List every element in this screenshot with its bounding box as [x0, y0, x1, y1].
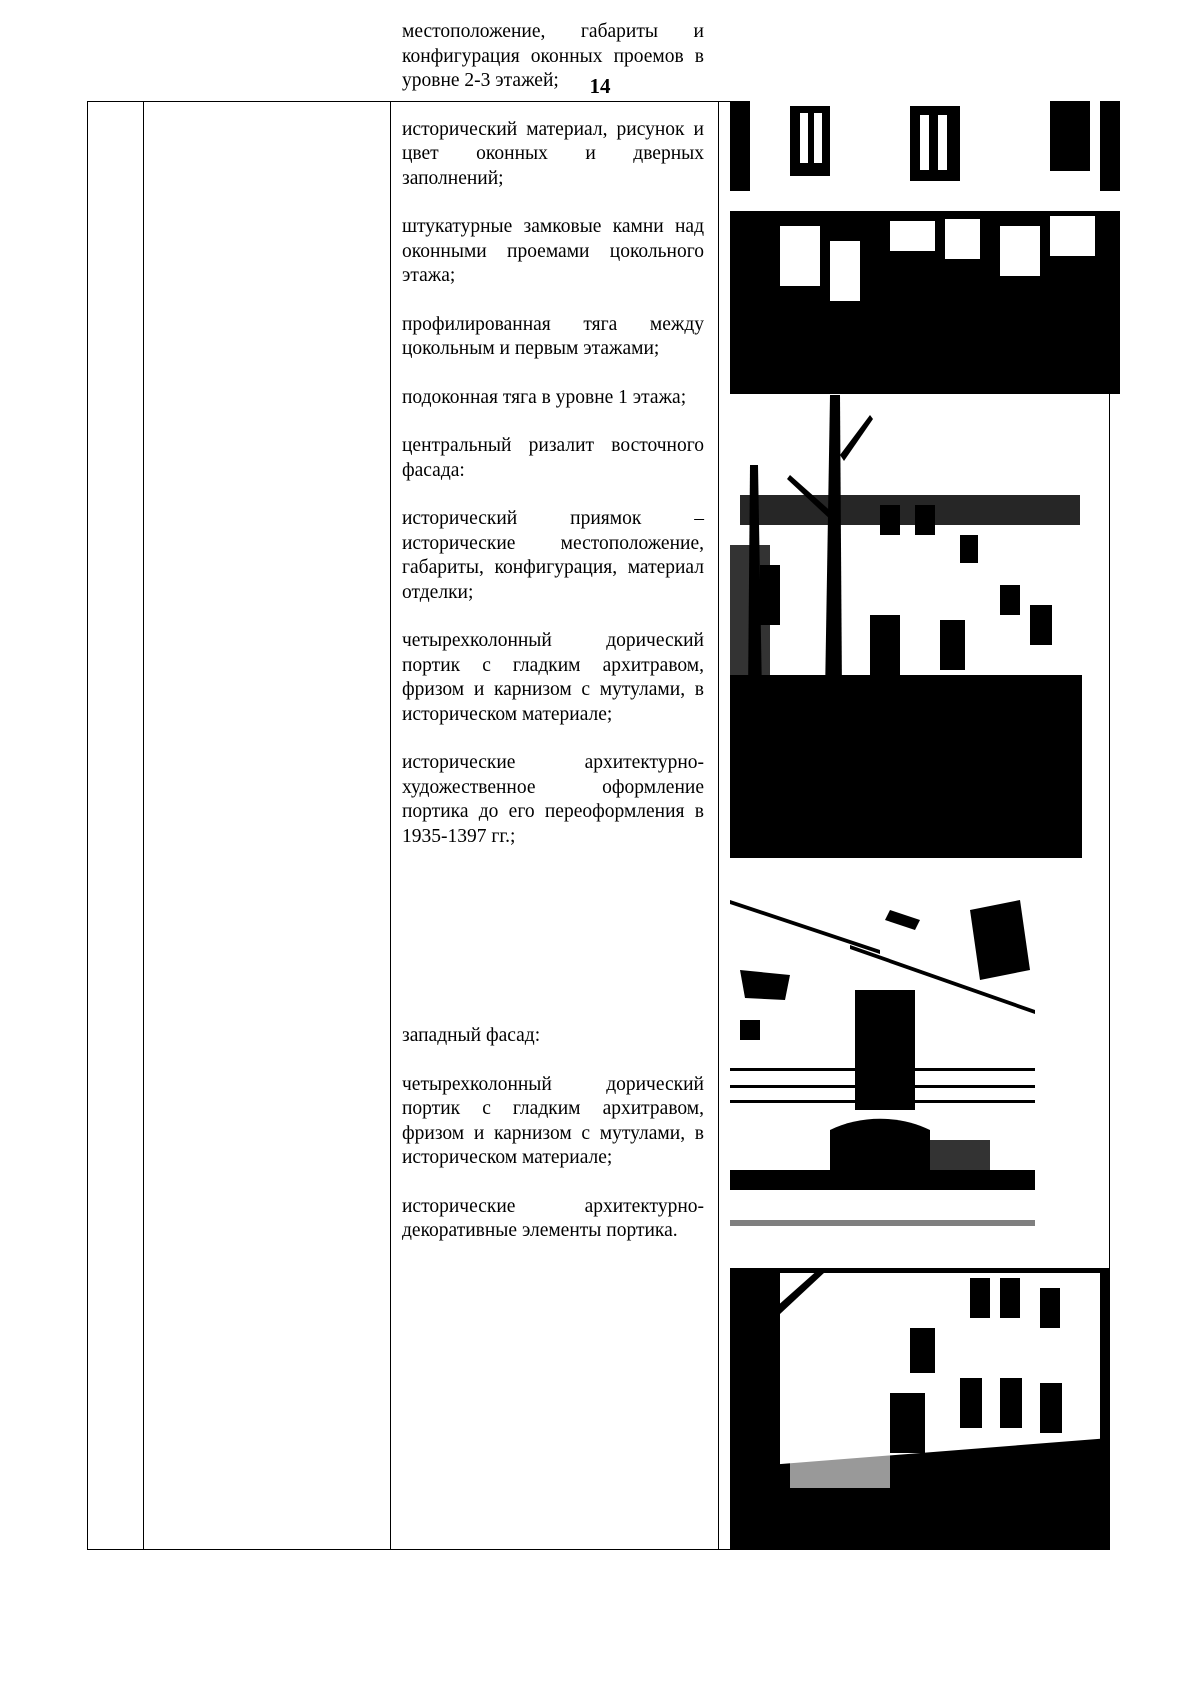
paragraph-doric-portico-east: четырехколонный дорический портик с гладким архитравом, фризом и карнизом с мутулами, в историческом материале;	[402, 630, 704, 725]
paragraph-window-fillings: исторический материал, рисунок и цвет оконных и дверных заполнений;	[402, 118, 704, 189]
photo-west-facade	[730, 1268, 1110, 1550]
paragraph-sill-cornice: подоконная тяга в уровне 1 этажа;	[402, 386, 687, 408]
photo-facade-windows	[730, 101, 1120, 394]
table-divider-2	[390, 102, 391, 1549]
paragraph-profiled-cornice: профилированная тяга между цокольным и первым этажами;	[402, 313, 704, 359]
paragraph-portico-decoration: исторические архитектурно-художественное оформление портика до его переоформления в 1935-1397 гг.;	[402, 752, 704, 847]
paragraph-portico-elements: исторические архитектурно-декоративные элементы портика.	[402, 1195, 704, 1241]
paragraph-historic-pit: исторический приямок – исторические местоположение, габариты, конфигурация, материал отделки;	[402, 508, 704, 603]
photo-building-corner	[730, 890, 1035, 1250]
table-divider-1	[143, 102, 144, 1549]
paragraph-keystones: штукатурные замковые камни над оконными проемами цокольного этажа;	[402, 216, 704, 286]
paragraph-central-risalit: центральный ризалит восточного фасада:	[402, 435, 704, 481]
photo-building-trees	[730, 395, 1082, 858]
paragraph-window-openings: местоположение, габариты и конфигурация оконных проемов в уровне 2-3 этажей;	[402, 21, 704, 91]
page-number: 14	[589, 74, 611, 98]
paragraph-doric-portico-west: четырехколонный дорический портик с гладким архитравом, фризом и карнизом с мутулами, в историческом материале;	[402, 1073, 704, 1168]
paragraph-west-facade: западный фасад:	[402, 1025, 541, 1046]
description-column	[402, 20, 704, 1244]
table-divider-3	[718, 102, 719, 1549]
